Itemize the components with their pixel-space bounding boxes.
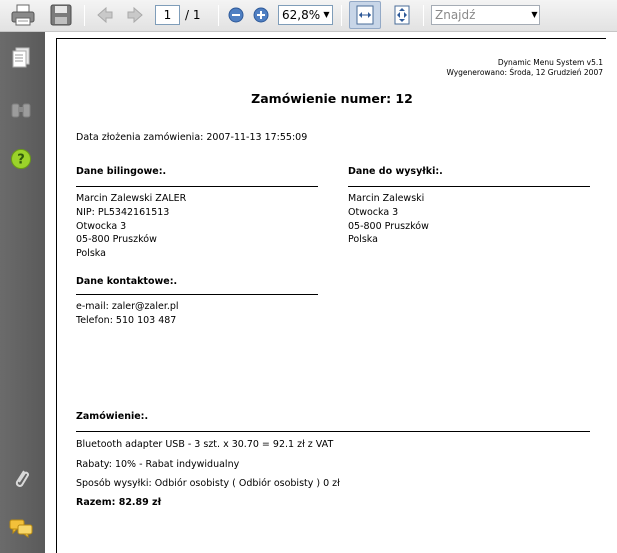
arrow-left-icon: [96, 6, 114, 24]
pages-panel-button[interactable]: [9, 46, 33, 70]
order-discount: Rabaty: 10% - Rabat indywidualny: [76, 459, 240, 470]
page-title: Zamówienie numer: 12: [251, 91, 413, 106]
find-panel-button[interactable]: [9, 98, 33, 122]
document-view[interactable]: [45, 32, 617, 553]
billing-line: Marcin Zalewski ZALER: [76, 193, 187, 204]
toolbar-separator: [341, 5, 342, 26]
shipping-line: 05-800 Pruszków: [348, 221, 429, 232]
previous-page-button[interactable]: [93, 3, 117, 27]
billing-line: 05-800 Pruszków: [76, 234, 157, 245]
toolbar-separator: [84, 5, 85, 26]
toolbar-separator: [218, 5, 219, 26]
shipping-line: Polska: [348, 234, 378, 245]
comments-icon: [9, 518, 33, 538]
zoom-in-icon: [253, 7, 269, 23]
zoom-out-icon: [228, 7, 244, 23]
billing-line: NIP: PL5342161513: [76, 207, 170, 218]
order-item: Bluetooth adapter USB - 3 szt. x 30.70 = 92.1 zł z VAT: [76, 439, 334, 450]
zoom-level-select[interactable]: 62,8%: [278, 5, 333, 25]
divider: [76, 186, 318, 187]
pdf-page: [56, 38, 606, 553]
order-total: Razem: 82.89 zł: [76, 497, 162, 508]
shipping-heading: Dane do wysyłki:.: [348, 166, 443, 177]
fit-width-button[interactable]: [349, 1, 381, 29]
svg-text:?: ?: [17, 152, 25, 168]
order-heading: Zamówienie:.: [76, 411, 149, 422]
order-date: Data złożenia zamówienia: 2007-11-13 17:55:09: [76, 132, 308, 143]
billing-line: Otwocka 3: [76, 221, 127, 232]
pages-icon: [11, 47, 31, 69]
generated-date: Wygenerowano: Środa, 12 Grudzień 2007: [446, 68, 603, 77]
page-count-label: / 1: [185, 8, 201, 22]
chevron-down-icon[interactable]: ▼: [531, 10, 538, 19]
arrow-right-icon: [126, 6, 144, 24]
order-shipping-method: Sposób wysyłki: Odbiór osobisty ( Odbiór osobisty ) 0 zł: [76, 478, 340, 489]
billing-heading: Dane bilingowe:.: [76, 166, 167, 177]
navigation-sidebar: [0, 32, 45, 553]
generator-header: Dynamic Menu System v5.1: [497, 58, 603, 67]
attachments-panel-button[interactable]: [9, 466, 33, 490]
shipping-line: Marcin Zalewski: [348, 193, 425, 204]
floppy-disk-icon: [50, 4, 72, 26]
printer-icon: [11, 4, 35, 26]
search-input[interactable]: Znajdź: [431, 5, 540, 25]
fit-width-icon: [355, 5, 375, 25]
help-icon: [10, 148, 32, 170]
fit-page-button[interactable]: [390, 3, 414, 27]
next-page-button[interactable]: [123, 3, 147, 27]
contact-phone: Telefon: 510 103 487: [76, 315, 177, 326]
comments-panel-button[interactable]: [9, 516, 33, 540]
divider: [76, 294, 318, 295]
toolbar: [0, 0, 617, 32]
contact-email: e-mail: zaler@zaler.pl: [76, 301, 179, 312]
contact-heading: Dane kontaktowe:.: [76, 276, 178, 287]
help-button[interactable]: [9, 147, 33, 171]
divider: [348, 186, 590, 187]
zoom-in-button[interactable]: [251, 3, 271, 27]
divider: [76, 431, 590, 432]
shipping-line: Otwocka 3: [348, 207, 399, 218]
save-button[interactable]: [47, 3, 75, 27]
paperclip-icon: [11, 466, 31, 490]
zoom-out-button[interactable]: [226, 3, 246, 27]
fit-page-icon: [392, 5, 412, 25]
toolbar-separator: [423, 5, 424, 26]
page-number-input[interactable]: 1: [155, 5, 180, 25]
billing-line: Polska: [76, 248, 106, 259]
print-button[interactable]: [8, 3, 38, 27]
binoculars-icon: [10, 101, 32, 119]
chevron-down-icon[interactable]: ▼: [323, 10, 330, 19]
